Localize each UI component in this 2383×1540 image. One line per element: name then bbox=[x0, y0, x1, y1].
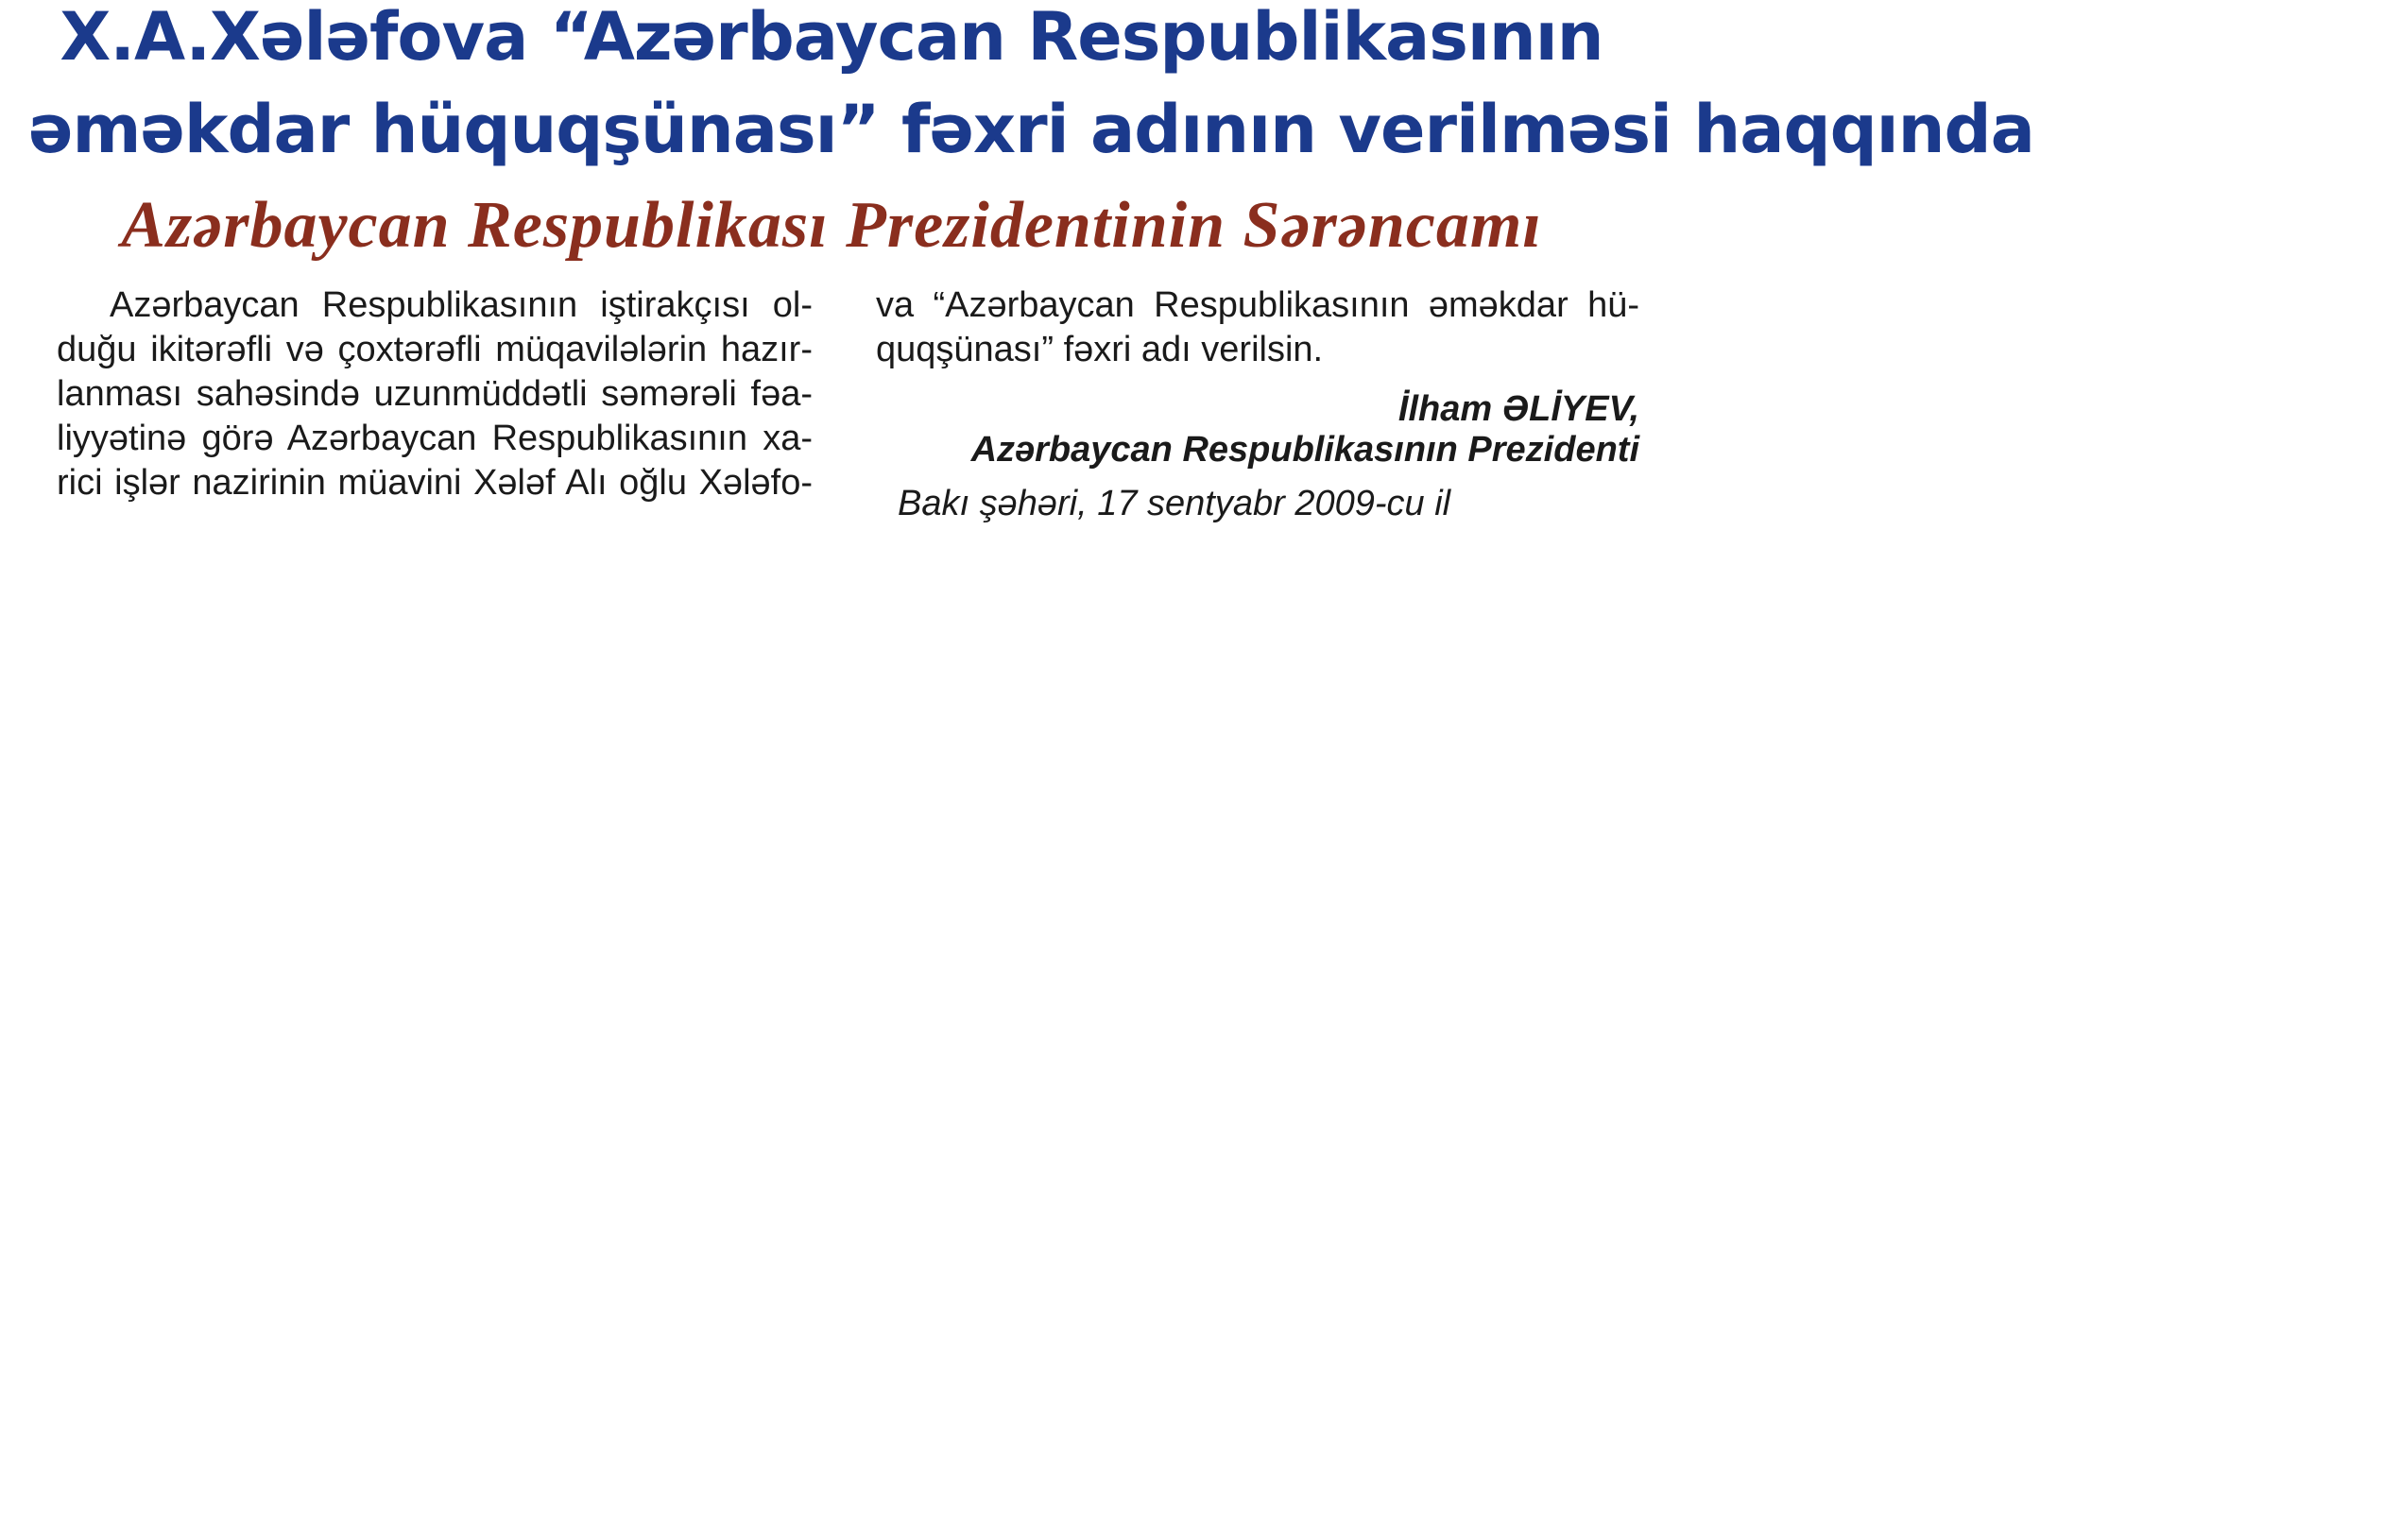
headline-line-2: əməkdar hüquqşünası” fəxri adının verilməsi haqqında bbox=[28, 91, 2034, 168]
body-line: rici işlər nazirinin müavini Xələf Alı oğlu Xələfo- bbox=[57, 463, 813, 503]
headline-line-1: X.A.Xələfova “Azərbaycan Respublikasının bbox=[60, 0, 1603, 76]
body-line: lanması sahəsində uzunmüddətli səmərəli fəa- bbox=[57, 374, 813, 414]
subheading: Azərbaycan Respublikası Prezidentinin Sərəncamı bbox=[121, 189, 1542, 262]
signature-title: Azərbaycan Respublikasının Prezidenti bbox=[970, 430, 1639, 470]
decree-article bbox=[0, 0, 2034, 567]
body-line: liyyətinə görə Azərbaycan Respublikasının xa- bbox=[57, 419, 813, 458]
body-line: Azərbaycan Respublikasının iştirakçısı ol- bbox=[110, 285, 813, 325]
place-date: Bakı şəhəri, 17 sentyabr 2009-cu il bbox=[898, 484, 1451, 523]
body-line: va “Azərbaycan Respublikasının əməkdar hü- bbox=[876, 285, 1639, 325]
body-line: quqşünası” fəxri adı verilsin. bbox=[876, 330, 1324, 369]
body-right-column bbox=[876, 283, 1639, 372]
body-left-column bbox=[57, 283, 813, 505]
signature-name: İlham ƏLİYEV, bbox=[1397, 389, 1639, 429]
body-line: duğu ikitərəfli və çoxtərəfli müqavilələrin hazır- bbox=[57, 330, 813, 369]
